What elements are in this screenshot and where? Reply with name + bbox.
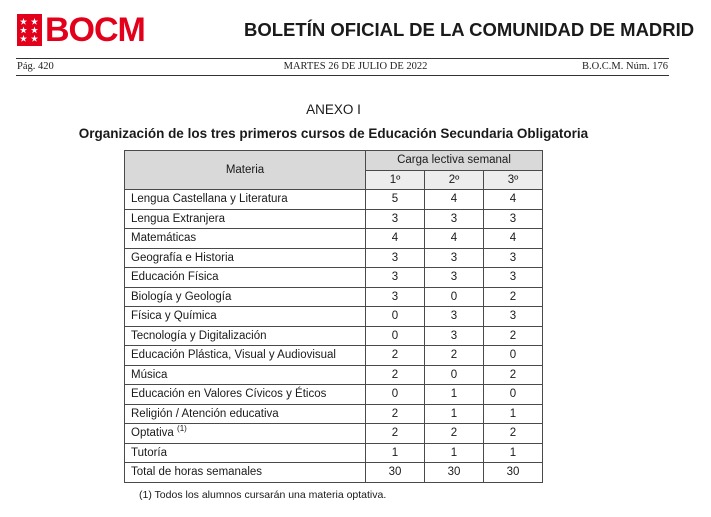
hours-cell-year-1: 3 — [366, 268, 425, 288]
table-row — [125, 190, 543, 210]
table-row — [125, 307, 543, 327]
subject-cell — [125, 287, 366, 307]
footnote: (1) Todos los alumnos cursarán una materia optativa. — [139, 489, 387, 501]
column-header-subject: Materia — [125, 151, 366, 190]
hours-cell-year-3: 0 — [484, 385, 543, 405]
hours-cell-year-1: 2 — [366, 424, 425, 444]
hours-cell-year-3: 2 — [484, 287, 543, 307]
hours-cell-year-3: 2 — [484, 424, 543, 444]
subject-cell — [125, 248, 366, 268]
table-row — [125, 385, 543, 405]
subject-cell — [125, 404, 366, 424]
column-header-year-3: 3º — [484, 170, 543, 190]
subject-cell — [125, 229, 366, 249]
hours-cell-year-2: 3 — [425, 307, 484, 327]
subject-cell — [125, 307, 366, 327]
subject-cell — [125, 268, 366, 288]
header-rule-top — [16, 58, 669, 59]
table-body — [125, 190, 543, 483]
hours-cell-year-1: 3 — [366, 248, 425, 268]
subject-name: Educación Plástica, Visual y Audiovisual — [131, 349, 336, 361]
weekly-hours-table — [124, 150, 543, 483]
subject-name: Física y Química — [131, 310, 217, 322]
hours-cell-year-1: 2 — [366, 404, 425, 424]
subject-cell — [125, 326, 366, 346]
hours-cell-year-2: 3 — [425, 209, 484, 229]
footnote-reference: (1) — [177, 424, 187, 434]
subject-cell — [125, 463, 366, 483]
subject-cell — [125, 385, 366, 405]
hours-cell-year-3: 4 — [484, 229, 543, 249]
table-row — [125, 229, 543, 249]
hours-cell-year-2: 30 — [425, 463, 484, 483]
table-row — [125, 326, 543, 346]
header-rule-bottom — [16, 75, 669, 76]
hours-cell-year-1: 3 — [366, 287, 425, 307]
subject-name: Lengua Extranjera — [131, 212, 225, 225]
hours-cell-year-1: 2 — [366, 346, 425, 366]
hours-cell-year-1: 30 — [366, 463, 425, 483]
annex-title: Organización de los tres primeros cursos de Educación Secundaria Obligatoria — [78, 126, 589, 141]
hours-cell-year-2: 3 — [425, 268, 484, 288]
hours-cell-year-3: 3 — [484, 268, 543, 288]
hours-cell-year-3: 0 — [484, 346, 543, 366]
subject-name: Educación en Valores Cívicos y Éticos — [131, 388, 327, 400]
subject-name: Matemáticas — [131, 232, 197, 244]
table-row — [125, 248, 543, 268]
hours-cell-year-2: 3 — [425, 248, 484, 268]
table-row — [125, 424, 543, 444]
madrid-stars-icon — [17, 14, 42, 46]
subject-name: Tecnología y Digitalización — [131, 329, 267, 342]
subject-name: Tutoría — [131, 446, 168, 459]
hours-cell-year-1: 1 — [366, 443, 425, 463]
column-header-year-1: 1º — [366, 170, 425, 190]
subject-name: Optativa — [131, 427, 174, 439]
table-row — [125, 346, 543, 366]
hours-cell-year-3: 3 — [484, 307, 543, 327]
subject-cell — [125, 443, 366, 463]
subject-name: Religión / Atención educativa — [131, 407, 279, 420]
table-row — [125, 365, 543, 385]
table-row — [125, 404, 543, 424]
subject-cell — [125, 346, 366, 366]
hours-cell-year-2: 2 — [425, 346, 484, 366]
issue-date: MARTES 26 DE JULIO DE 2022 — [283, 61, 428, 72]
hours-cell-year-1: 5 — [366, 190, 425, 210]
hours-cell-year-1: 0 — [366, 326, 425, 346]
table-row — [125, 268, 543, 288]
hours-cell-year-3: 1 — [484, 443, 543, 463]
hours-cell-year-2: 2 — [425, 424, 484, 444]
hours-cell-year-1: 3 — [366, 209, 425, 229]
issue-number: B.O.C.M. Núm. 176 — [581, 61, 668, 72]
subject-cell — [125, 209, 366, 229]
table-row — [125, 209, 543, 229]
hours-cell-year-3: 2 — [484, 326, 543, 346]
page-number: Pág. 420 — [17, 61, 54, 72]
hours-cell-year-2: 4 — [425, 229, 484, 249]
table-row — [125, 287, 543, 307]
hours-cell-year-3: 3 — [484, 209, 543, 229]
hours-cell-year-3: 30 — [484, 463, 543, 483]
subject-name: Lengua Castellana y Literatura — [131, 193, 288, 205]
hours-cell-year-3: 1 — [484, 404, 543, 424]
hours-cell-year-2: 1 — [425, 443, 484, 463]
column-header-year-2: 2º — [425, 170, 484, 190]
hours-cell-year-2: 0 — [425, 365, 484, 385]
publication-title: BOLETÍN OFICIAL DE LA COMUNIDAD DE MADRID — [244, 19, 695, 40]
hours-cell-year-3: 3 — [484, 248, 543, 268]
subject-cell — [125, 365, 366, 385]
subject-name: Educación Física — [131, 271, 219, 283]
hours-cell-year-2: 1 — [425, 385, 484, 405]
hours-cell-year-2: 0 — [425, 287, 484, 307]
subject-name: Geografía e Historia — [131, 251, 234, 264]
annex-label: ANEXO I — [306, 102, 361, 117]
column-header-weekly-load: Carga lectiva semanal — [366, 151, 543, 171]
logo-text: BOCM — [45, 11, 145, 49]
hours-cell-year-2: 3 — [425, 326, 484, 346]
hours-cell-year-1: 4 — [366, 229, 425, 249]
bocm-logo — [17, 12, 145, 48]
hours-cell-year-3: 4 — [484, 190, 543, 210]
hours-cell-year-2: 1 — [425, 404, 484, 424]
hours-cell-year-1: 2 — [366, 365, 425, 385]
subject-name: Biología y Geología — [131, 290, 232, 303]
table-row — [125, 443, 543, 463]
hours-cell-year-3: 2 — [484, 365, 543, 385]
hours-cell-year-1: 0 — [366, 385, 425, 405]
table-row — [125, 463, 543, 483]
subject-cell — [125, 190, 366, 210]
subject-name: Total de horas semanales — [131, 466, 263, 478]
subject-name: Música — [131, 368, 168, 381]
hours-cell-year-2: 4 — [425, 190, 484, 210]
subject-cell — [125, 424, 366, 444]
hours-cell-year-1: 0 — [366, 307, 425, 327]
